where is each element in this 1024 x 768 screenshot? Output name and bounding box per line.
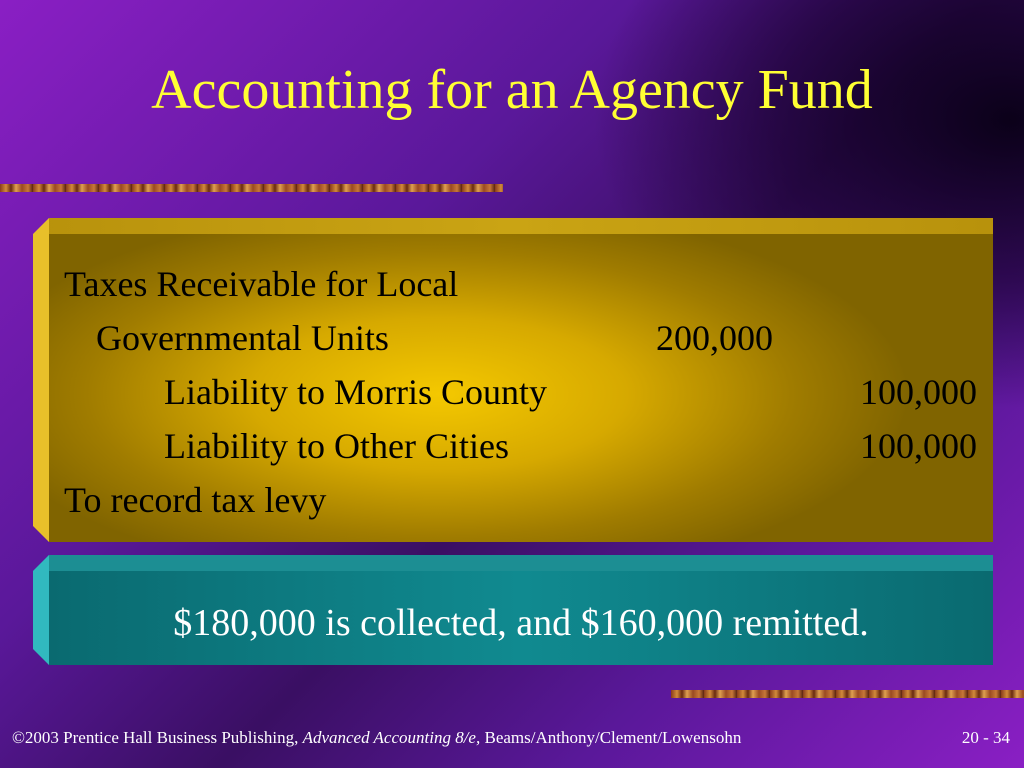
footer-citation xyxy=(12,727,932,749)
entry-line-5: To record tax levy xyxy=(64,480,327,520)
entry-line-2: Governmental Units xyxy=(96,318,389,358)
panel-top-bevel xyxy=(33,218,993,234)
panel-left-bevel xyxy=(33,218,49,542)
note-text: $180,000 is collected, and $160,000 remitted. xyxy=(173,602,869,644)
note-top-bevel xyxy=(33,555,993,571)
footer-authors: Beams/Anthony/Clement/Lowensohn xyxy=(480,728,742,747)
decorative-stripe-top xyxy=(0,184,503,192)
slide-title: Accounting for an Agency Fund xyxy=(151,59,873,121)
entry-line-4: Liability to Other Cities xyxy=(164,426,509,466)
credit-amount-other-cities: 100,000 xyxy=(860,426,977,466)
page-number: 20 - 34 xyxy=(961,728,1010,747)
debit-amount: 200,000 xyxy=(656,318,773,358)
entry-line-3: Liability to Morris County xyxy=(164,372,547,412)
note-left-bevel xyxy=(33,555,49,665)
footer-copyright: ©2003 Prentice Hall Business Publishing, xyxy=(12,728,303,747)
decorative-stripe-bottom xyxy=(671,690,1024,698)
footer-book-title: Advanced Accounting 8/e, xyxy=(302,728,481,747)
entry-line-1: Taxes Receivable for Local xyxy=(64,264,459,304)
credit-amount-morris: 100,000 xyxy=(860,372,977,412)
